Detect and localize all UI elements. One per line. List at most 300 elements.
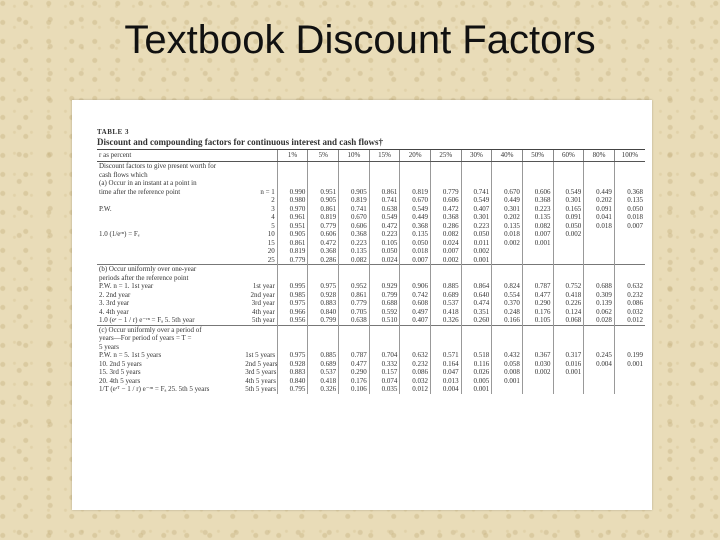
- factor-cell: 0.606: [430, 196, 461, 205]
- factor-cell: 0.549: [400, 205, 431, 214]
- factor-cell: [308, 179, 339, 188]
- row-label-header: r as percent: [97, 150, 277, 162]
- factor-cell: 0.905: [339, 188, 370, 197]
- factor-cell: 0.286: [430, 222, 461, 231]
- row-period: 1st year: [252, 282, 275, 290]
- factor-cell: [522, 247, 553, 256]
- row-period: [243, 274, 277, 283]
- column-header-1: 5%: [308, 150, 339, 162]
- factor-cell: [553, 256, 584, 265]
- factor-cell: 0.223: [522, 205, 553, 214]
- factor-cell: [553, 239, 584, 248]
- factor-cell: [522, 179, 553, 188]
- row-description: [97, 239, 243, 248]
- factor-cell: 0.309: [584, 291, 615, 300]
- factor-cell: [492, 385, 523, 394]
- factor-cell: 0.028: [584, 316, 615, 325]
- factor-cell: 0.248: [492, 308, 523, 317]
- factor-cell: 0.819: [400, 188, 431, 197]
- factor-cell: 0.819: [339, 196, 370, 205]
- factor-cell: 0.537: [308, 368, 339, 377]
- factor-cell: [277, 325, 308, 334]
- factor-cell: 0.011: [461, 239, 492, 248]
- factor-cell: [277, 162, 308, 171]
- row-description: [97, 222, 243, 231]
- factor-cell: 0.124: [553, 308, 584, 317]
- row-period: [243, 334, 277, 343]
- factor-cell: 0.226: [553, 299, 584, 308]
- factor-cell: 0.407: [400, 316, 431, 325]
- factor-cell: 0.005: [461, 377, 492, 386]
- factor-cell: 0.970: [277, 205, 308, 214]
- column-header-11: 100%: [614, 150, 645, 162]
- factor-cell: [584, 325, 615, 334]
- row-period: 20: [267, 247, 275, 255]
- factor-cell: [522, 343, 553, 352]
- factor-cell: 0.795: [277, 385, 308, 394]
- factor-cell: [492, 265, 523, 274]
- factor-cell: [522, 162, 553, 171]
- factor-cell: 0.472: [430, 205, 461, 214]
- factor-cell: 0.741: [369, 196, 400, 205]
- table-row: [97, 265, 645, 274]
- factor-cell: 0.050: [553, 222, 584, 231]
- row-description: 2. 2nd year: [99, 290, 131, 299]
- factor-cell: 0.449: [584, 188, 615, 197]
- factor-cell: 0.779: [430, 188, 461, 197]
- factor-cell: 0.301: [553, 196, 584, 205]
- factor-cell: 0.018: [614, 213, 645, 222]
- table-row: [97, 308, 645, 317]
- table-row: [97, 239, 645, 248]
- factor-cell: [584, 334, 615, 343]
- factor-cell: 0.883: [277, 368, 308, 377]
- factor-cell: [400, 162, 431, 171]
- row-description: (b) Occur uniformly over one-year: [97, 265, 243, 274]
- row-description: 4. 4th year: [99, 307, 129, 316]
- factor-cell: [614, 343, 645, 352]
- factor-cell: 0.176: [522, 308, 553, 317]
- factor-cell: 0.135: [522, 213, 553, 222]
- row-period: 3rd year: [251, 299, 275, 307]
- row-period: 2nd year: [250, 290, 275, 299]
- scanned-table-page: [72, 100, 652, 510]
- factor-cell: [492, 171, 523, 180]
- factor-cell: [430, 343, 461, 352]
- column-header-2: 10%: [339, 150, 370, 162]
- factor-cell: 0.074: [369, 377, 400, 386]
- row-period: [243, 265, 277, 274]
- factor-cell: [492, 179, 523, 188]
- factor-cell: 0.861: [277, 239, 308, 248]
- factor-cell: [522, 171, 553, 180]
- factor-cell: 0.135: [492, 222, 523, 231]
- factor-cell: [614, 179, 645, 188]
- table-row: [97, 162, 645, 171]
- factor-cell: 0.571: [430, 351, 461, 360]
- factor-cell: 0.975: [277, 299, 308, 308]
- factor-cell: [277, 274, 308, 283]
- factor-cell: 0.165: [553, 205, 584, 214]
- factor-cell: [584, 368, 615, 377]
- table-row: [97, 247, 645, 256]
- factor-cell: 0.135: [339, 247, 370, 256]
- factor-cell: [492, 334, 523, 343]
- factor-cell: [492, 247, 523, 256]
- factor-cell: [430, 274, 461, 283]
- table-row: [97, 334, 645, 343]
- factor-cell: 0.002: [522, 368, 553, 377]
- factor-cell: 0.007: [614, 222, 645, 231]
- factor-cell: 0.050: [369, 247, 400, 256]
- row-description: Discount factors to give present worth for: [99, 162, 217, 170]
- factor-cell: 0.549: [461, 196, 492, 205]
- factor-cell: 0.286: [308, 256, 339, 265]
- factor-cell: 0.223: [369, 230, 400, 239]
- row-period: [243, 343, 277, 352]
- factor-cell: 0.549: [369, 213, 400, 222]
- factor-cell: 0.952: [339, 282, 370, 291]
- factor-cell: 0.670: [339, 213, 370, 222]
- factor-cell: [369, 162, 400, 171]
- scanned-table: [97, 128, 645, 394]
- factor-cell: [492, 343, 523, 352]
- factor-cell: 0.819: [277, 247, 308, 256]
- factor-cell: 0.002: [461, 247, 492, 256]
- factor-cell: 0.985: [277, 291, 308, 300]
- row-period: 5: [271, 221, 275, 230]
- factor-cell: 0.449: [492, 196, 523, 205]
- row-period: 1st 5 years: [245, 351, 276, 359]
- table-name: Discount and compounding factors for continuous interest and cash flows†: [97, 137, 383, 147]
- table-number: TABLE 3: [97, 128, 129, 136]
- factor-cell: 0.640: [461, 291, 492, 300]
- factor-cell: [277, 171, 308, 180]
- row-description: [97, 247, 243, 256]
- factor-cell: 0.449: [400, 213, 431, 222]
- factor-cell: 0.819: [308, 213, 339, 222]
- table-row: [97, 179, 645, 188]
- factor-cell: 0.050: [400, 239, 431, 248]
- factor-cell: 0.975: [277, 351, 308, 360]
- factor-cell: [584, 179, 615, 188]
- table-row: [97, 205, 645, 214]
- row-description: 20. 4th 5 years: [99, 376, 141, 385]
- factor-cell: 0.002: [553, 230, 584, 239]
- factor-cell: [461, 334, 492, 343]
- factor-cell: [308, 265, 339, 274]
- table-row: [97, 213, 645, 222]
- table-row: [97, 368, 645, 377]
- factor-cell: 0.689: [308, 360, 339, 369]
- factor-cell: [339, 162, 370, 171]
- factor-cell: 0.477: [522, 291, 553, 300]
- factor-cell: [400, 343, 431, 352]
- factor-cell: [461, 162, 492, 171]
- factor-cell: [369, 334, 400, 343]
- factor-cell: 0.368: [614, 188, 645, 197]
- factor-cell: [277, 265, 308, 274]
- row-description: time after the reference point: [99, 187, 181, 196]
- factor-cell: 0.606: [308, 230, 339, 239]
- factor-cell: 0.670: [492, 188, 523, 197]
- factor-cell: 0.418: [308, 377, 339, 386]
- factor-cell: [584, 239, 615, 248]
- factor-cell: 0.351: [461, 308, 492, 317]
- factor-cell: 0.135: [400, 230, 431, 239]
- factor-cell: 0.510: [369, 316, 400, 325]
- factor-cell: [400, 179, 431, 188]
- factor-cell: 0.012: [400, 385, 431, 394]
- row-period: 10: [267, 230, 275, 238]
- factor-cell: [400, 274, 431, 283]
- factor-cell: 0.332: [369, 360, 400, 369]
- factor-cell: 0.418: [553, 291, 584, 300]
- factor-cell: [553, 162, 584, 171]
- factor-cell: 0.883: [308, 299, 339, 308]
- factor-cell: 0.199: [614, 351, 645, 360]
- factor-cell: [614, 274, 645, 283]
- factor-cell: 0.980: [277, 196, 308, 205]
- factor-cell: 0.301: [492, 205, 523, 214]
- factor-cell: [522, 256, 553, 265]
- factor-cell: 0.975: [308, 282, 339, 291]
- factor-cell: [430, 265, 461, 274]
- factor-cell: 0.606: [339, 222, 370, 231]
- factor-cell: [522, 274, 553, 283]
- factor-cell: [400, 334, 431, 343]
- factor-cell: [522, 325, 553, 334]
- discount-factor-table: [97, 150, 645, 394]
- factor-cell: 0.001: [614, 360, 645, 369]
- factor-cell: 0.164: [430, 360, 461, 369]
- factor-cell: [584, 171, 615, 180]
- factor-cell: 0.787: [522, 282, 553, 291]
- factor-cell: 0.477: [339, 360, 370, 369]
- factor-cell: 0.864: [461, 282, 492, 291]
- table-row: [97, 171, 645, 180]
- factor-cell: [584, 256, 615, 265]
- row-period: 4: [271, 213, 275, 221]
- factor-cell: 0.024: [369, 256, 400, 265]
- factor-cell: [430, 334, 461, 343]
- factor-cell: [339, 179, 370, 188]
- factor-cell: 0.157: [369, 368, 400, 377]
- row-description: 1.0 (eʳ − 1 / r) e⁻ʳⁿ = Fₐ 5. 5th year: [99, 316, 195, 324]
- factor-cell: 0.688: [584, 282, 615, 291]
- factor-cell: 0.368: [339, 230, 370, 239]
- factor-cell: 0.086: [400, 368, 431, 377]
- row-description: 5 years: [99, 342, 120, 351]
- factor-cell: [461, 265, 492, 274]
- factor-cell: [492, 325, 523, 334]
- factor-cell: 0.050: [461, 230, 492, 239]
- column-header-6: 30%: [461, 150, 492, 162]
- factor-cell: 0.139: [584, 299, 615, 308]
- factor-cell: [339, 343, 370, 352]
- factor-cell: 0.001: [461, 256, 492, 265]
- factor-cell: [308, 171, 339, 180]
- factor-cell: [339, 325, 370, 334]
- factor-cell: [430, 325, 461, 334]
- factor-cell: [369, 171, 400, 180]
- factor-cell: 0.928: [277, 360, 308, 369]
- row-period: 2nd 5 years: [245, 359, 278, 368]
- factor-cell: [553, 385, 584, 394]
- factor-cell: [614, 377, 645, 386]
- row-description: [97, 213, 243, 222]
- row-period: 4th year: [252, 307, 275, 316]
- factor-cell: [277, 343, 308, 352]
- factor-cell: 0.779: [308, 222, 339, 231]
- factor-cell: 0.001: [553, 368, 584, 377]
- factor-cell: 0.001: [461, 385, 492, 394]
- factor-cell: [492, 162, 523, 171]
- row-description: 15. 3rd 5 years: [99, 368, 141, 376]
- factor-cell: 0.472: [308, 239, 339, 248]
- factor-cell: 0.232: [400, 360, 431, 369]
- factor-cell: 0.861: [308, 205, 339, 214]
- factor-cell: [369, 325, 400, 334]
- factor-cell: 0.018: [492, 230, 523, 239]
- factor-cell: 0.840: [277, 377, 308, 386]
- factor-cell: 0.929: [369, 282, 400, 291]
- row-description: P.W. n = 1. 1st year: [99, 282, 154, 290]
- table-row: [97, 377, 645, 386]
- row-description: (c) Occur uniformly over a period of: [97, 325, 243, 334]
- row-period: 2: [271, 196, 275, 204]
- factor-cell: 0.608: [400, 299, 431, 308]
- factor-cell: 0.592: [369, 308, 400, 317]
- row-description: 10. 2nd 5 years: [99, 359, 142, 368]
- row-period: [243, 325, 277, 334]
- factor-cell: 0.001: [492, 377, 523, 386]
- factor-cell: 0.638: [369, 205, 400, 214]
- factor-cell: 0.002: [492, 239, 523, 248]
- row-period: 3rd 5 years: [245, 368, 277, 376]
- factor-cell: 0.367: [522, 351, 553, 360]
- row-description: cash flows which: [99, 170, 148, 179]
- factor-cell: 0.105: [369, 239, 400, 248]
- factor-cell: [553, 334, 584, 343]
- factor-cell: [584, 343, 615, 352]
- factor-cell: 0.086: [614, 299, 645, 308]
- factor-cell: 0.961: [277, 213, 308, 222]
- table-row: [97, 188, 645, 197]
- factor-cell: 0.840: [308, 308, 339, 317]
- factor-cell: 0.202: [584, 196, 615, 205]
- factor-cell: 0.741: [461, 188, 492, 197]
- factor-cell: 0.779: [339, 299, 370, 308]
- factor-cell: 0.050: [614, 205, 645, 214]
- factor-cell: 0.004: [430, 385, 461, 394]
- column-header-5: 25%: [430, 150, 461, 162]
- factor-cell: 0.032: [614, 308, 645, 317]
- row-description: 1/T (eʳᵀ − 1 / r) e⁻ʳⁿ = Fₐ 25. 5th 5 years: [99, 385, 210, 393]
- factor-cell: 0.752: [553, 282, 584, 291]
- factor-cell: [614, 334, 645, 343]
- factor-cell: 0.368: [400, 222, 431, 231]
- factor-cell: 0.024: [430, 239, 461, 248]
- factor-cell: 0.116: [461, 360, 492, 369]
- table-row: [97, 222, 645, 231]
- factor-cell: 0.007: [430, 247, 461, 256]
- factor-cell: 0.007: [400, 256, 431, 265]
- factor-cell: [430, 171, 461, 180]
- factor-cell: [461, 274, 492, 283]
- factor-cell: 0.670: [400, 196, 431, 205]
- row-description: years—For period of years = T =: [99, 334, 192, 342]
- factor-cell: [584, 162, 615, 171]
- row-description: (a) Occur in an instant at a point in: [99, 179, 197, 187]
- table-row: [97, 230, 645, 239]
- row-period: 5th year: [252, 316, 275, 324]
- factor-cell: 0.705: [339, 308, 370, 317]
- factor-cell: 0.407: [461, 205, 492, 214]
- factor-cell: 0.474: [461, 299, 492, 308]
- factor-cell: 0.518: [461, 351, 492, 360]
- factor-cell: [400, 325, 431, 334]
- factor-cell: 0.091: [584, 205, 615, 214]
- column-header-9: 60%: [553, 150, 584, 162]
- table-row: [97, 299, 645, 308]
- factor-cell: [339, 171, 370, 180]
- column-header-0: 1%: [277, 150, 308, 162]
- factor-cell: [584, 377, 615, 386]
- factor-cell: 0.787: [339, 351, 370, 360]
- column-header-7: 40%: [492, 150, 523, 162]
- factor-cell: 0.432: [492, 351, 523, 360]
- factor-cell: 0.007: [522, 230, 553, 239]
- factor-cell: [308, 343, 339, 352]
- factor-cell: [614, 162, 645, 171]
- row-period: [243, 162, 277, 171]
- factor-cell: 0.223: [461, 222, 492, 231]
- factor-cell: [614, 256, 645, 265]
- factor-cell: [369, 179, 400, 188]
- factor-cell: [308, 162, 339, 171]
- table-row: [97, 385, 645, 394]
- factor-cell: [553, 171, 584, 180]
- factor-cell: 0.905: [277, 230, 308, 239]
- slide-title: Textbook Discount Factors: [124, 18, 596, 62]
- row-description: P.W. n = 5. 1st 5 years: [99, 351, 162, 359]
- factor-cell: 0.301: [461, 213, 492, 222]
- factor-cell: 0.951: [277, 222, 308, 231]
- factor-cell: 0.537: [430, 299, 461, 308]
- factor-cell: 0.326: [308, 385, 339, 394]
- factor-cell: 0.741: [339, 205, 370, 214]
- column-header-3: 15%: [369, 150, 400, 162]
- factor-cell: 0.861: [339, 291, 370, 300]
- factor-cell: [400, 171, 431, 180]
- factor-cell: [277, 334, 308, 343]
- row-description: periods after the reference point: [99, 273, 189, 282]
- factor-cell: [614, 239, 645, 248]
- factor-cell: 0.032: [400, 377, 431, 386]
- row-description: [97, 256, 243, 265]
- factor-cell: 0.062: [584, 308, 615, 317]
- factor-cell: 0.689: [430, 291, 461, 300]
- factor-cell: [553, 247, 584, 256]
- factor-cell: [308, 334, 339, 343]
- factor-cell: 0.742: [400, 291, 431, 300]
- factor-cell: 0.166: [492, 316, 523, 325]
- factor-cell: 0.370: [492, 299, 523, 308]
- factor-cell: 0.885: [430, 282, 461, 291]
- factor-cell: [461, 325, 492, 334]
- factor-cell: 0.799: [308, 316, 339, 325]
